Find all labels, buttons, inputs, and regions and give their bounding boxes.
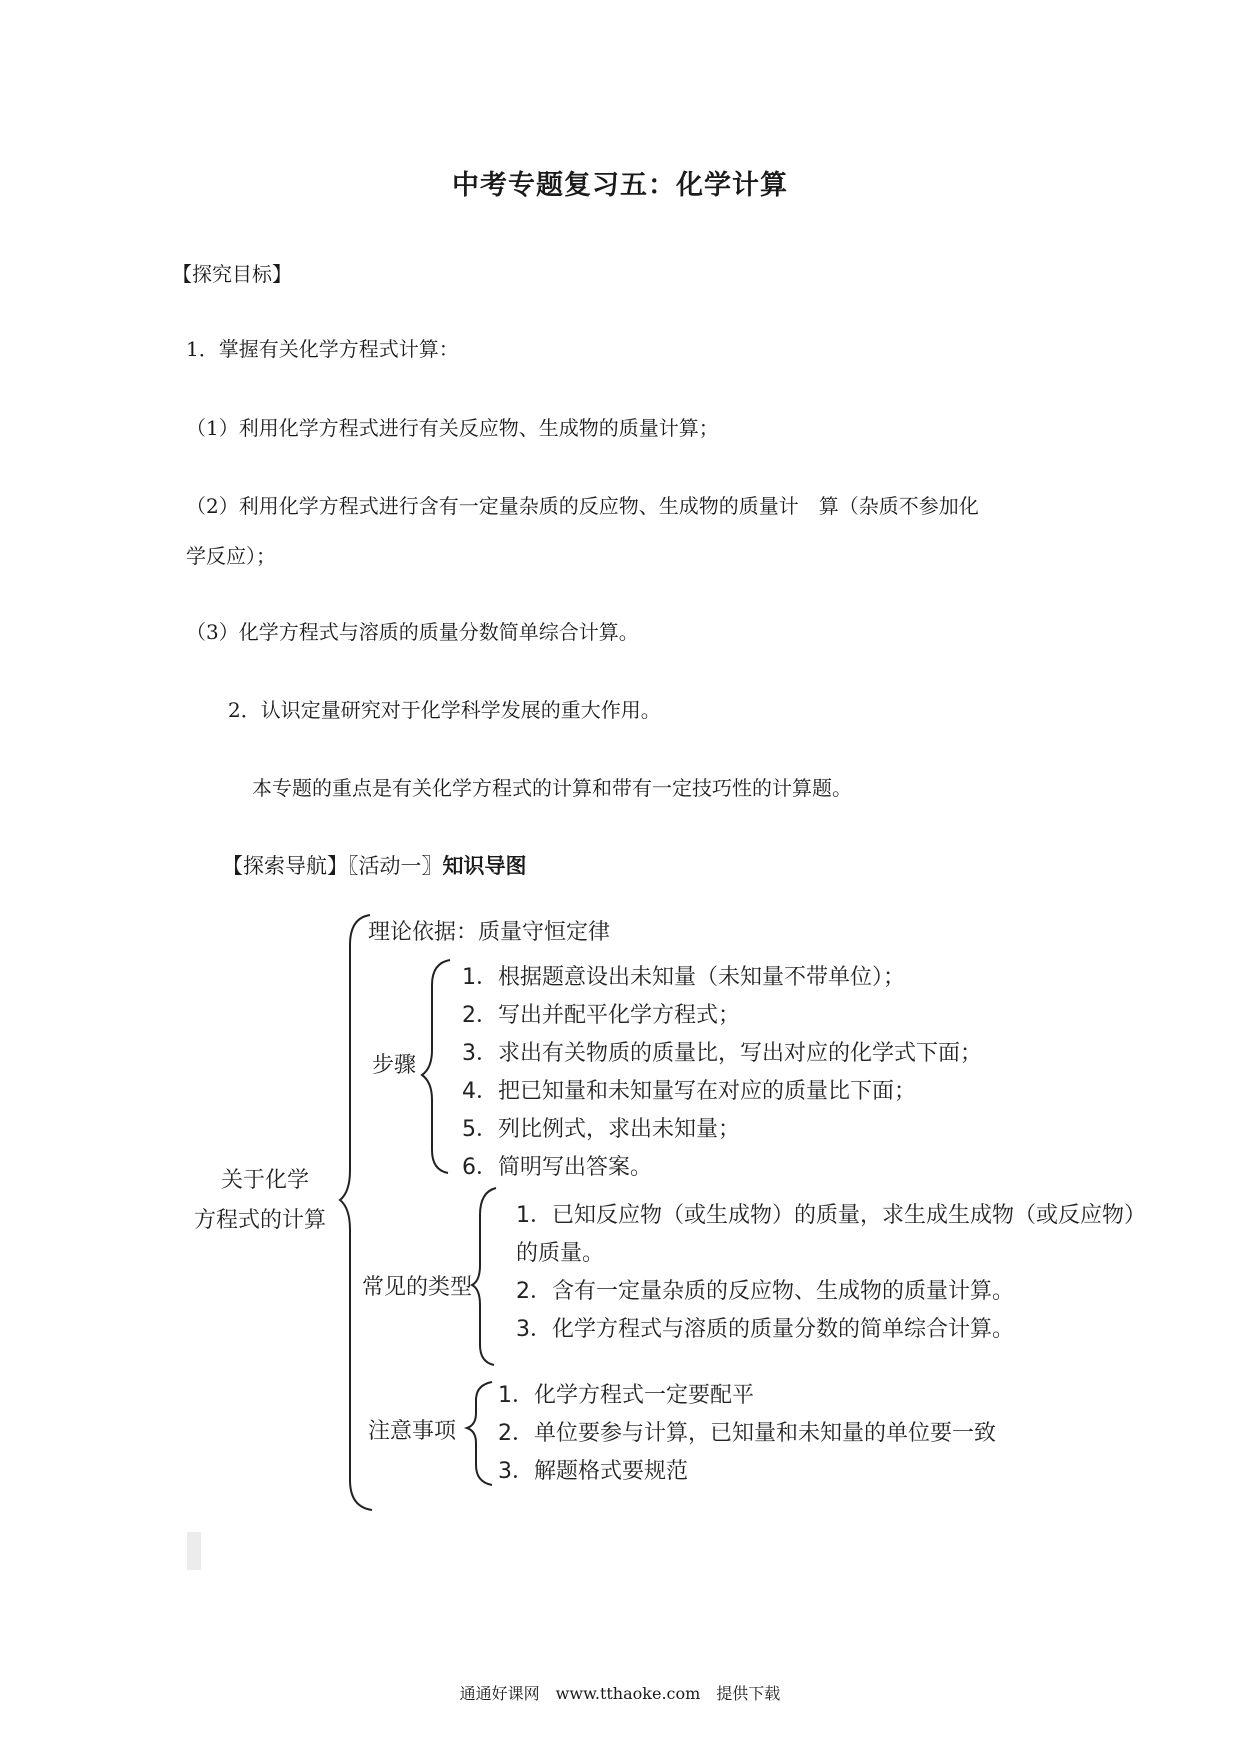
nav-title: 知识导图 [442, 853, 527, 878]
page-title: 中考专题复习五：化学计算 [452, 170, 788, 201]
step-item: 4．把已知量和未知量写在对应的质量比下面； [462, 1079, 916, 1104]
note-item: 1．化学方程式一定要配平 [498, 1383, 754, 1408]
goal-1-sub2-line2: 学反应）； [186, 544, 276, 568]
note-item: 3．解题格式要规范 [498, 1459, 688, 1484]
notes-label: 注意事项 [368, 1419, 457, 1444]
scan-smudge [187, 1532, 201, 1570]
goal-1-sub3: （3）化学方程式与溶质的质量分数简单综合计算。 [186, 620, 639, 644]
notes-brace [467, 1382, 492, 1485]
step-item: 2．写出并配平化学方程式； [462, 1003, 740, 1028]
step-item: 6．简明写出答案。 [462, 1155, 652, 1180]
focus-statement: 本专题的重点是有关化学方程式的计算和带有一定技巧性的计算题。 [252, 776, 852, 800]
section-heading-goals: 【探究目标】 [172, 262, 292, 286]
steps-label: 步骤 [372, 1053, 417, 1078]
nav-prefix: 【探索导航】〖活动一〗 [222, 854, 443, 878]
type-item: 3．化学方程式与溶质的质量分数的简单综合计算。 [516, 1317, 1014, 1342]
footer-credit: 通通好课网 www.tthaoke.com 提供下载 [459, 1684, 781, 1703]
step-item: 5．列比例式，求出未知量； [462, 1117, 740, 1142]
steps-brace [422, 960, 450, 1173]
type-item-continued: 的质量。 [516, 1241, 605, 1266]
step-item: 3．求出有关物质的质量比，写出对应的化学式下面； [462, 1041, 982, 1066]
goal-1: 1．掌握有关化学方程式计算： [186, 337, 459, 361]
goal-1-sub2-line1: （2）利用化学方程式进行含有一定量杂质的反应物、生成物的质量计 算（杂质不参加化 [186, 494, 979, 518]
mindmap-root-line1: 关于化学 [221, 1168, 310, 1193]
theory-basis: 理论依据：质量守恒定律 [368, 920, 611, 945]
mindmap-root-line2: 方程式的计算 [194, 1208, 327, 1233]
types-brace [472, 1188, 496, 1365]
type-item: 1．已知反应物（或生成物）的质量，求生成生成物（或反应物） [516, 1203, 1146, 1228]
types-label: 常见的类型 [362, 1275, 473, 1300]
goal-2: 2．认识定量研究对于化学科学发展的重大作用。 [228, 698, 661, 722]
goal-1-sub1: （1）利用化学方程式进行有关反应物、生成物的质量计算； [186, 416, 719, 440]
type-item: 2．含有一定量杂质的反应物、生成物的质量计算。 [516, 1279, 1014, 1304]
note-item: 2．单位要参与计算，已知量和未知量的单位要一致 [498, 1421, 996, 1446]
step-item: 1．根据题意设出未知量（未知量不带单位）； [462, 965, 905, 990]
